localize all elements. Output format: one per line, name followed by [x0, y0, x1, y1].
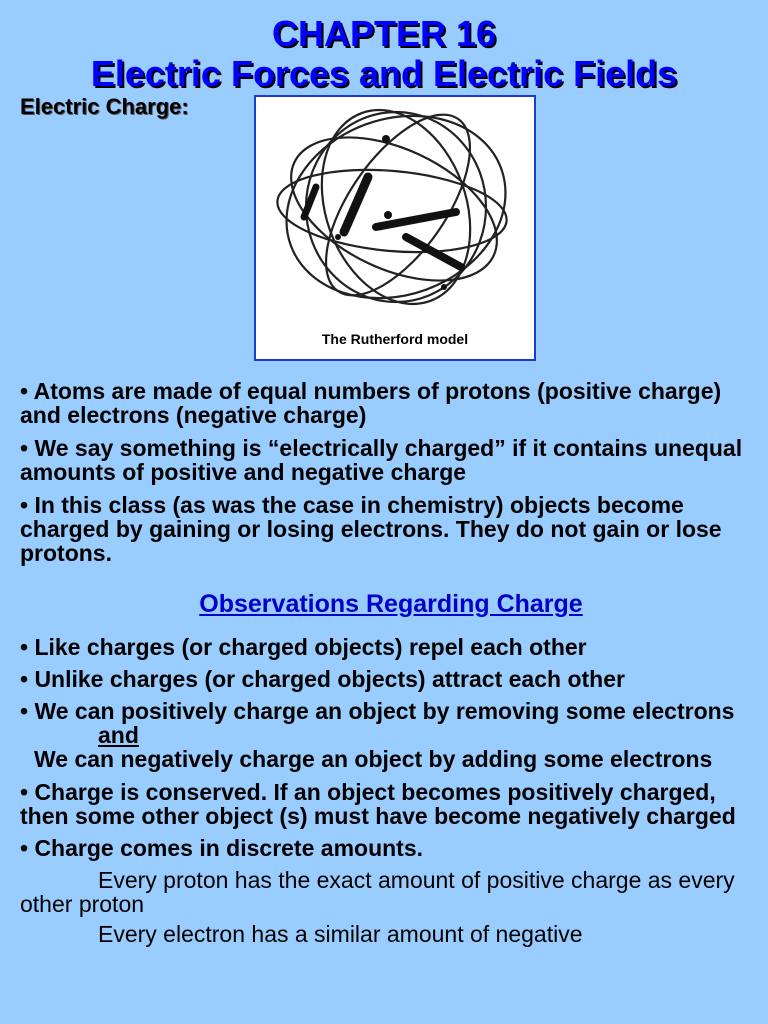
bullet-atoms: • Atoms are made of equal numbers of protons (positive charge) and electrons (negative charge) — [20, 378, 722, 428]
note-proton-charge — [20, 868, 760, 916]
rutherford-model-figure — [254, 95, 536, 361]
observations-list — [20, 635, 760, 952]
bullet-discrete-amounts: • Charge comes in discrete amounts. — [20, 835, 424, 861]
bullet-gaining-losing-electrons: • In this class (as was the case in chemistry) objects become charged by gaining or losing electrons. They do not gain or lose protons. — [20, 492, 722, 566]
note-electron-charge — [20, 922, 760, 946]
bullet-like-charges: • Like charges (or charged objects) repel each other — [20, 634, 587, 660]
note-electron-text: Every electron has a similar amount of negative — [98, 921, 583, 947]
note-proton-text: Every proton has the exact amount of positive charge as every other proton — [20, 867, 735, 917]
bullet-positively-charge-text: • We can positively charge an object by removing some electrons — [20, 698, 735, 724]
chapter-title: CHAPTER 16 — [271, 13, 497, 54]
charge-bullets — [20, 379, 755, 574]
bullet-charge-conserved: • Charge is conserved. If an object becomes positively charged, then some other object (s) must have become negatively charged — [20, 779, 736, 829]
section-heading-observations: Observations Regarding Charge — [199, 590, 583, 618]
negatively-charge-text: We can negatively charge an object by adding some electrons — [34, 746, 713, 772]
page-title: Electric Forces and Electric Fields — [90, 53, 678, 94]
title-block — [0, 14, 768, 94]
atom-illustration — [256, 97, 534, 359]
figure-caption: The Rutherford model — [321, 331, 469, 347]
section-heading-electric-charge: Electric Charge: — [20, 94, 189, 119]
bullet-electrically-charged: • We say something is “electrically charged” if it contains unequal amounts of positive and negative charge — [20, 435, 743, 485]
bullet-positively-charge — [20, 699, 760, 771]
and-word: and — [98, 722, 139, 748]
bullet-unlike-charges: • Unlike charges (or charged objects) attract each other — [20, 666, 625, 692]
